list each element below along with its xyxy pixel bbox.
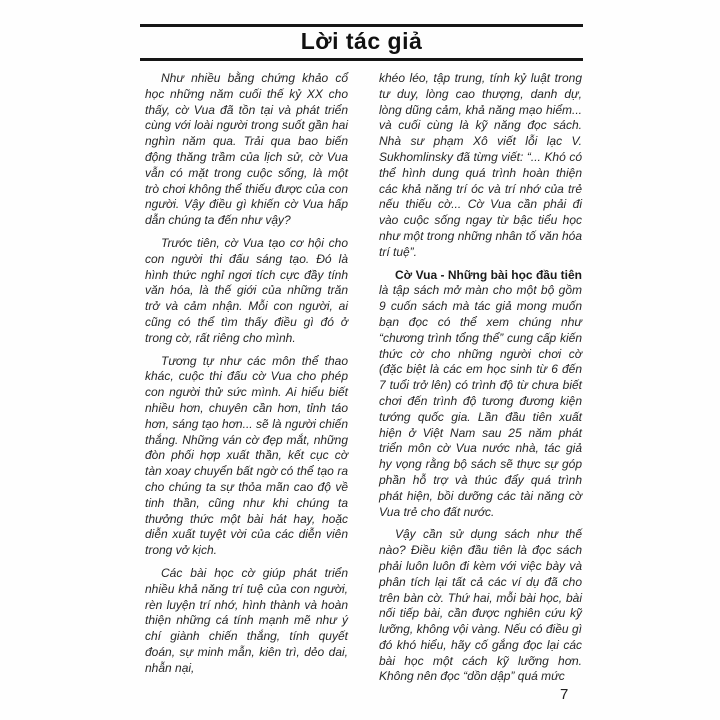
- page-title: Lời tác giả: [300, 28, 423, 54]
- left-column: [145, 71, 348, 692]
- paragraph: [379, 527, 582, 685]
- paragraph: [379, 71, 582, 261]
- body-text: Vậy cần sử dụng sách như thế nào? Điều kiện đầu tiên là đọc sách phải luôn luôn đi kèm với việc bày và phân tích lại tất cả các ví dụ đã cho trên bàn cờ. Thứ hai, mỗi bài học, bài nối tiếp bài, cần được nghiên cứu kỹ lưỡng, không vội vàng. Nếu có điều gì đó khó hiểu, hãy cố gắng đọc lại các bài học một cách kỹ lưỡng hơn. Không nên đọc “dồn dập” quá mức: [379, 527, 582, 684]
- body-text: là tập sách mở màn cho một bộ gồm 9 cuốn sách mà tác giả mong muốn bạn đọc có thể xem chúng như “chương trình tổng thể” cung cấp kiến thức cờ cho những người chơi cờ (đặc biệt là các em học sinh từ 6 đến 7 tuổi trở lên) có trình độ từ chưa biết chơi đến trình độ tương đương kiện tướng quốc gia. Lần đầu tiên xuất hiện ở Việt Nam sau 25 năm phát triển môn cờ Vua nước nhà, tác giả hy vọng rằng bộ sách sẽ thực sự góp phần hỗ trợ và thúc đẩy quá trình phát hiện, bồi dưỡng các tài năng cờ Vua trẻ cho đất nước.: [379, 283, 582, 519]
- book-title-bold-text: Cờ Vua - Những bài học đầu tiên: [395, 267, 582, 282]
- right-column: [379, 71, 582, 692]
- paragraph: [145, 354, 348, 559]
- paragraph: [145, 566, 348, 677]
- paragraph: [145, 71, 348, 229]
- body-text: Trước tiên, cờ Vua tạo cơ hội cho con người thi đấu sáng tạo. Đó là hình thức nghỉ ngơi tích cực đầy tính văn hóa, là thế giới của những trăn trở và cảm nhận. Mỗi con người, ai cũng có thể tìm thấy điều gì đó ở trong cờ, rất riêng cho mình.: [145, 235, 348, 345]
- two-column-text: [145, 71, 582, 692]
- page-number: 7: [560, 686, 569, 703]
- body-text: Tương tự như các môn thể thao khác, cuộc thi đấu cờ Vua cho phép con người thử sức mình. Ai hiểu biết nhiều hơn, chuyên cần hơn, tỉnh táo hơn, sáng tạo hơn... sẽ là người chiến thắng. Những ván cờ đẹp mắt, những đòn phối hợp xuất thần, kết cục cờ tàn xoay chuyển bất ngờ có thể tạo ra cho chúng ta sự thỏa mãn cao độ về tinh thần, cũng như khi chúng ta thưởng thức một bài hát hay, hoặc diễn xuất tuyệt vời của các diễn viên trong vở kịch.: [145, 353, 348, 558]
- body-text: Như nhiều bằng chứng khảo cổ học những năm cuối thế kỷ XX cho thấy, cờ Vua đã tồn tại và phát triển cùng với loài người trong suốt gần hai nghìn năm qua. Trải qua bao biến động thăng trầm của lịch sử, cờ Vua vẫn có mặt trong cuộc sống, là một trò chơi không thể thiếu được của con người. Vậy điều gì khiến cờ Vua hấp dẫn chúng ta đến như vậy?: [145, 71, 348, 228]
- body-text: Các bài học cờ giúp phát triển nhiều khả năng trí tuệ của con người, rèn luyện trí nhớ, hình thành và hoàn thiện những cá tính mạnh mẽ như ý chí giành chiến thắng, tính quyết đoán, sự minh mẫn, kiên trì, dẻo dai, nhẫn nại,: [145, 565, 348, 675]
- page-header: [140, 24, 583, 61]
- paragraph: [379, 268, 582, 521]
- body-text: khéo léo, tập trung, tính kỷ luật trong tư duy, lòng cao thượng, danh dự, lòng dũng cảm, khả năng mạo hiểm... và cuối cùng là kỹ năng đọc sách. Nhà sư phạm Xô viết lỗi lạc V. Sukhomlinsky đã từng viết: “... Khó có thể hình dung quá trình hoàn thiện các khả năng trí óc và trí nhớ của trẻ nếu thiếu cờ... Cờ Vua cần phải đi vào cuộc sống ngay từ bậc tiểu học như một trong những nhân tố văn hóa trí tuệ”.: [379, 71, 582, 259]
- paragraph: [145, 236, 348, 347]
